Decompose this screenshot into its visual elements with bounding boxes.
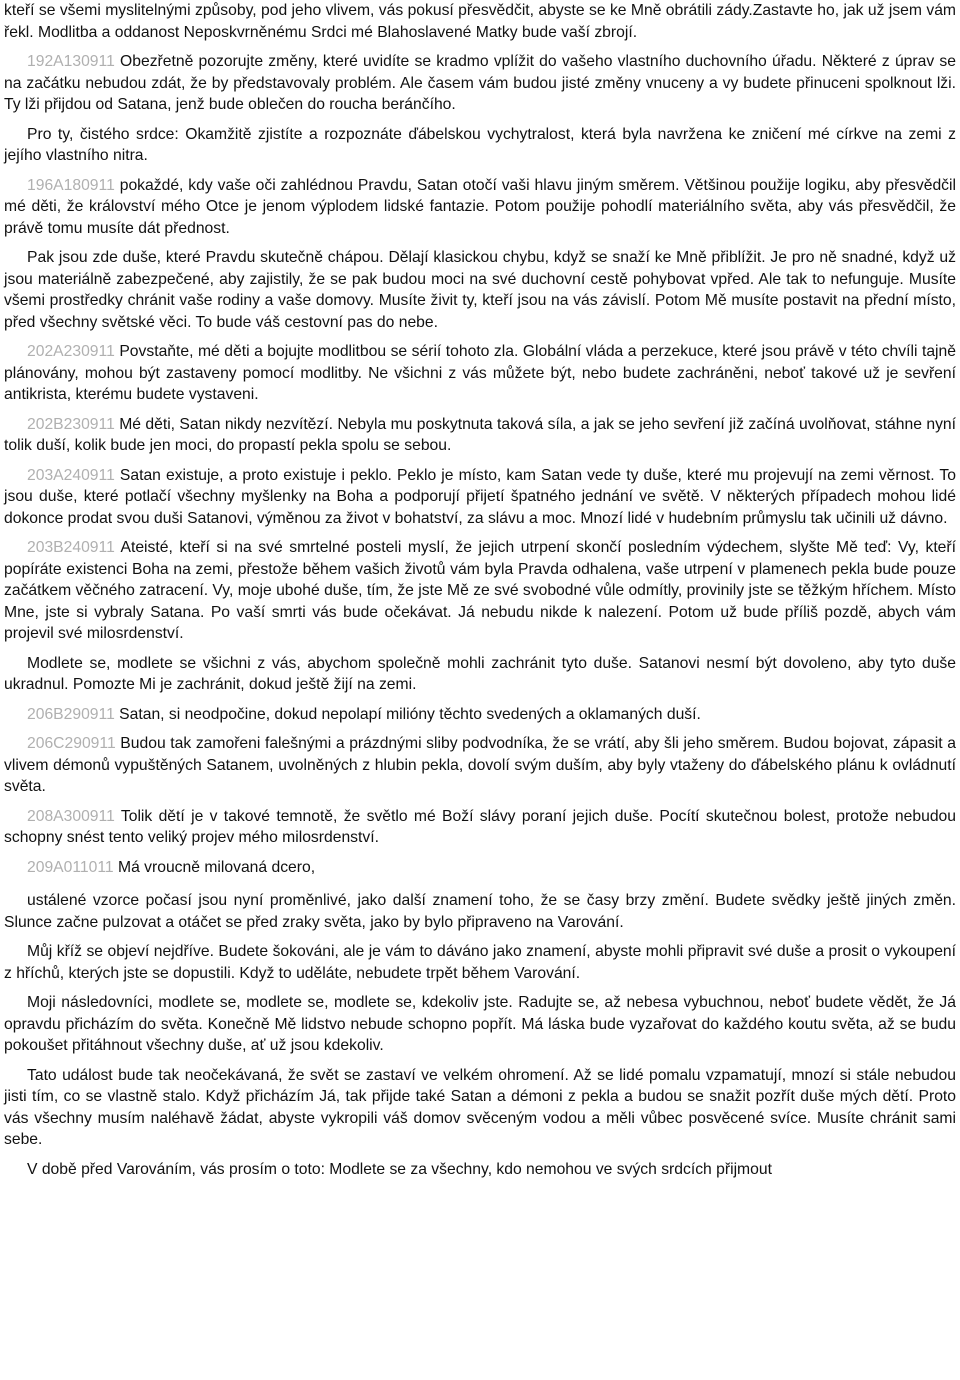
paragraph-text: Mé děti, Satan nikdy nezvítězí. Nebyla mu poskytnuta taková síla, a jak se jeho sevření již začíná uvolňovat, stáhne nyní tolik duší, kolik bude jen moci, do propastí pekla spolu se sebou. [4,415,956,454]
paragraph-text: pokaždé, kdy vaše oči zahlédnou Pravdu, Satan otočí vaši hlavu jiným směrem. Většinou použije logiku, aby přesvědčil mé děti, že království mého Otce je jenom výplodem lidské fantazie. Potom použije pohodlí materiálního světa, aby vás přesvědčil, že právě tomu musíte dát přednost. [4,176,956,237]
paragraph-12 [4,806,956,849]
paragraph-7 [4,465,956,530]
paragraph-text: Ateisté, kteří si na své smrtelné posteli myslí, že jejich utrpení skončí posledním výdechem, slyšte Mě teď: Vy, kteří popíráte existenci Boha na zemi, přestože během vašich životů vám byla Pravda odhalena, vaše utrpení v plamenech pekla bude pouze začátkem věčného zatracení. Vy, moje ubohé duše, tím, že jste Mě ze své svobodné vůle odmítly, provinily jste se těžkým hříchem. Místo Mne, jste si vybraly Satana. Po vaší smrti vás bude očekávat. Já nebudu nikde k nalezení. Potom už bude příliš pozdě, abych vám projevil své milosrdenství. [4,539,956,642]
paragraph-text: Pak jsou zde duše, které Pravdu skutečně chápou. Dělají klasickou chybu, když se snaží ke Mně přiblížit. Je pro ně snadné, když už jsou materiálně zabezpečené, aby zajistily, že se pak budou moci na své duchovní cestě pohybovat vpřed. Ale tak to nefunguje. Musíte všemi prostředky chránit vaše rodiny a vaše domovy. Musíte živit ty, kteří jsou na vás závislí. Potom Mě musíte postavit na přední místo, před všechny světské věci. To bude váš cestovní pas do nebe. [4,249,956,331]
paragraph-text: ustálené vzorce počasí jsou nyní proměnlivé, jako další znamení toho, že se časy brzy změní. Budete svědky ještě jiných změn. Slunce začne pulzovat a otáčet se před zraky světa, jako by bylo připraveno na Varování. [4,892,956,931]
message-code: 202B230911 [27,415,115,433]
paragraph-14 [4,890,956,933]
message-code: 209A011011 [27,858,114,876]
message-code: 206B290911 [27,705,115,723]
paragraph-text: V době před Varováním, vás prosím o toto: Modlete se za všechny, kdo nemohou ve svých srdcích přijmout [27,1160,772,1178]
paragraph-4 [4,247,956,333]
paragraph-10 [4,704,956,726]
paragraph-8 [4,537,956,645]
paragraph-16 [4,992,956,1057]
paragraph-9 [4,653,956,696]
paragraph-text: Budou tak zamořeni falešnými a prázdnými sliby podvodníka, že se vrátí, aby šli jeho směrem. Budou bojovat, zápasit a vlivem démonů vypuštěných Satanem, uvolněných z hlubin pekla, dovolí svým duším, aby byly vtaženy do ďábelského plánu k ovládnutí světa. [4,735,956,795]
paragraph-3 [4,175,956,240]
message-code: 208A300911 [27,807,115,825]
paragraph-11 [4,733,956,798]
paragraph-18 [4,1159,956,1181]
paragraph-text: Tato událost bude tak neočekávaná, že svět se zastaví ve velkém ohromení. Až se lidé pomalu vzpamatují, mnozí si stále nebudou jisti tím, co se vlastně stalo. Když přicházím Já, tak přijde také Satan a démoni z pekla a budou se snažit pozřít duše mých dětí. Proto vás všechny musím naléhavě žádat, abyste vykropili váš domov svěceným vodou a měli vůbec posvěcené svíce. Musíte chránit sami sebe. [4,1066,956,1148]
paragraph-6 [4,414,956,457]
paragraph-text: Má vroucně milovaná dcero, [113,858,316,876]
paragraph-15 [4,941,956,984]
paragraph-text: Modlete se, modlete se všichni z vás, abychom společně mohli zachránit tyto duše. Satanovi nesmí být dovoleno, aby tyto duše ukradnul. Pomozte Mi je zachránit, dokud ještě žijí na zemi. [4,654,956,693]
paragraph-text: Obezřetně pozorujte změny, které uvidíte se kradmo vplížit do vašeho vlastního duchovního úřadu. Některé z úprav se na začátku nebudou zdát, že by představovaly problém. Ale časem vám budou jisté změny vnuceny a vy budete přinuceni spolknout lži. Ty lži přijdou od Satana, jenž bude oblečen do roucha beránčího. [4,53,956,113]
paragraph-13 [4,857,956,879]
message-code: 202A230911 [27,343,115,360]
paragraph-text: Satan, si neodpočine, dokud nepolapí milióny těchto svedených a oklamaných duší. [114,705,701,723]
paragraph-0 [4,0,956,43]
paragraph-17 [4,1065,956,1151]
paragraph-text: Moji následovníci, modlete se, modlete se, modlete se, kdekoliv jste. Radujte se, až nebesa vybuchnou, neboť budete vědět, že Já opravdu přicházím do světa. Konečně Mě lidstvo nebude schopno popřít. Má láska bude vyzařovat do každého koutu světa, až se budu pokoušet přitáhnout všechny duše, ať už jsou kdekoliv. [4,994,956,1054]
paragraph-text: Povstaňte, mé děti a bojujte modlitbou se sérií tohoto zla. Globální vláda a perzekuce, které jsou právě v této chvíli tajně plánovány, mohou být zastaveny pomocí modlitby. Ne všichni z vás můžete být, nebo budete zachráněni, neboť takové už je sevření antikrista, kterému budete vystaveni. [4,343,956,403]
paragraph-text: Tolik dětí je v takové temnotě, že světlo mé Boží slávy poraní jejich duše. Pocítí skutečnou bolest, protože nebudou schopny snést tento veliký projev mého milosrdenství. [4,807,956,846]
message-code: 196A180911 [27,176,115,194]
message-code: 192A130911 [27,53,115,70]
paragraph-1 [4,51,956,116]
paragraph-text: Pro ty, čistého srdce: Okamžitě zjistíte a rozpoznáte ďábelskou vychytralost, která byla navržena ke zničení mé církve na zemi z jejího vlastního nitra. [4,125,956,164]
paragraph-text: Můj kříž se objeví nejdříve. Budete šokováni, ale je vám to dáváno jako znamení, abyste mohli připravit své duše a prosit o vykoupení z hříchů, kterých jste se dopustili. Když to uděláte, nebudete trpět během Varování. [4,943,956,982]
message-code: 203A240911 [27,466,115,484]
message-code: 203B240911 [27,539,115,556]
paragraph-text: kteří se všemi myslitelnými způsoby, pod jeho vlivem, vás pokusí přesvědčit, abyste se ke Mně obrátili zády.Zastavte ho, jak už jsem vám řekl. Modlitba a oddanost Neposkvrněnému Srdci mé Blahoslavené Matky bude vaší zbrojí. [4,2,956,41]
paragraph-2 [4,124,956,167]
message-code: 206C290911 [27,735,116,752]
paragraph-5 [4,341,956,406]
paragraph-text: Satan existuje, a proto existuje i peklo. Peklo je místo, kam Satan vede ty duše, které mu projevují na zemi věrnost. To jsou duše, které potlačí všechny myšlenky na Boha a podporují přijetí špatného jednání ve světě. V některých případech mohou lidé dokonce prodat svou duši Satanovi, výměnou za život v bohatství, za slávu a moc. Mnozí lidé v hudebním průmyslu tak učinili už dávno. [4,466,956,527]
